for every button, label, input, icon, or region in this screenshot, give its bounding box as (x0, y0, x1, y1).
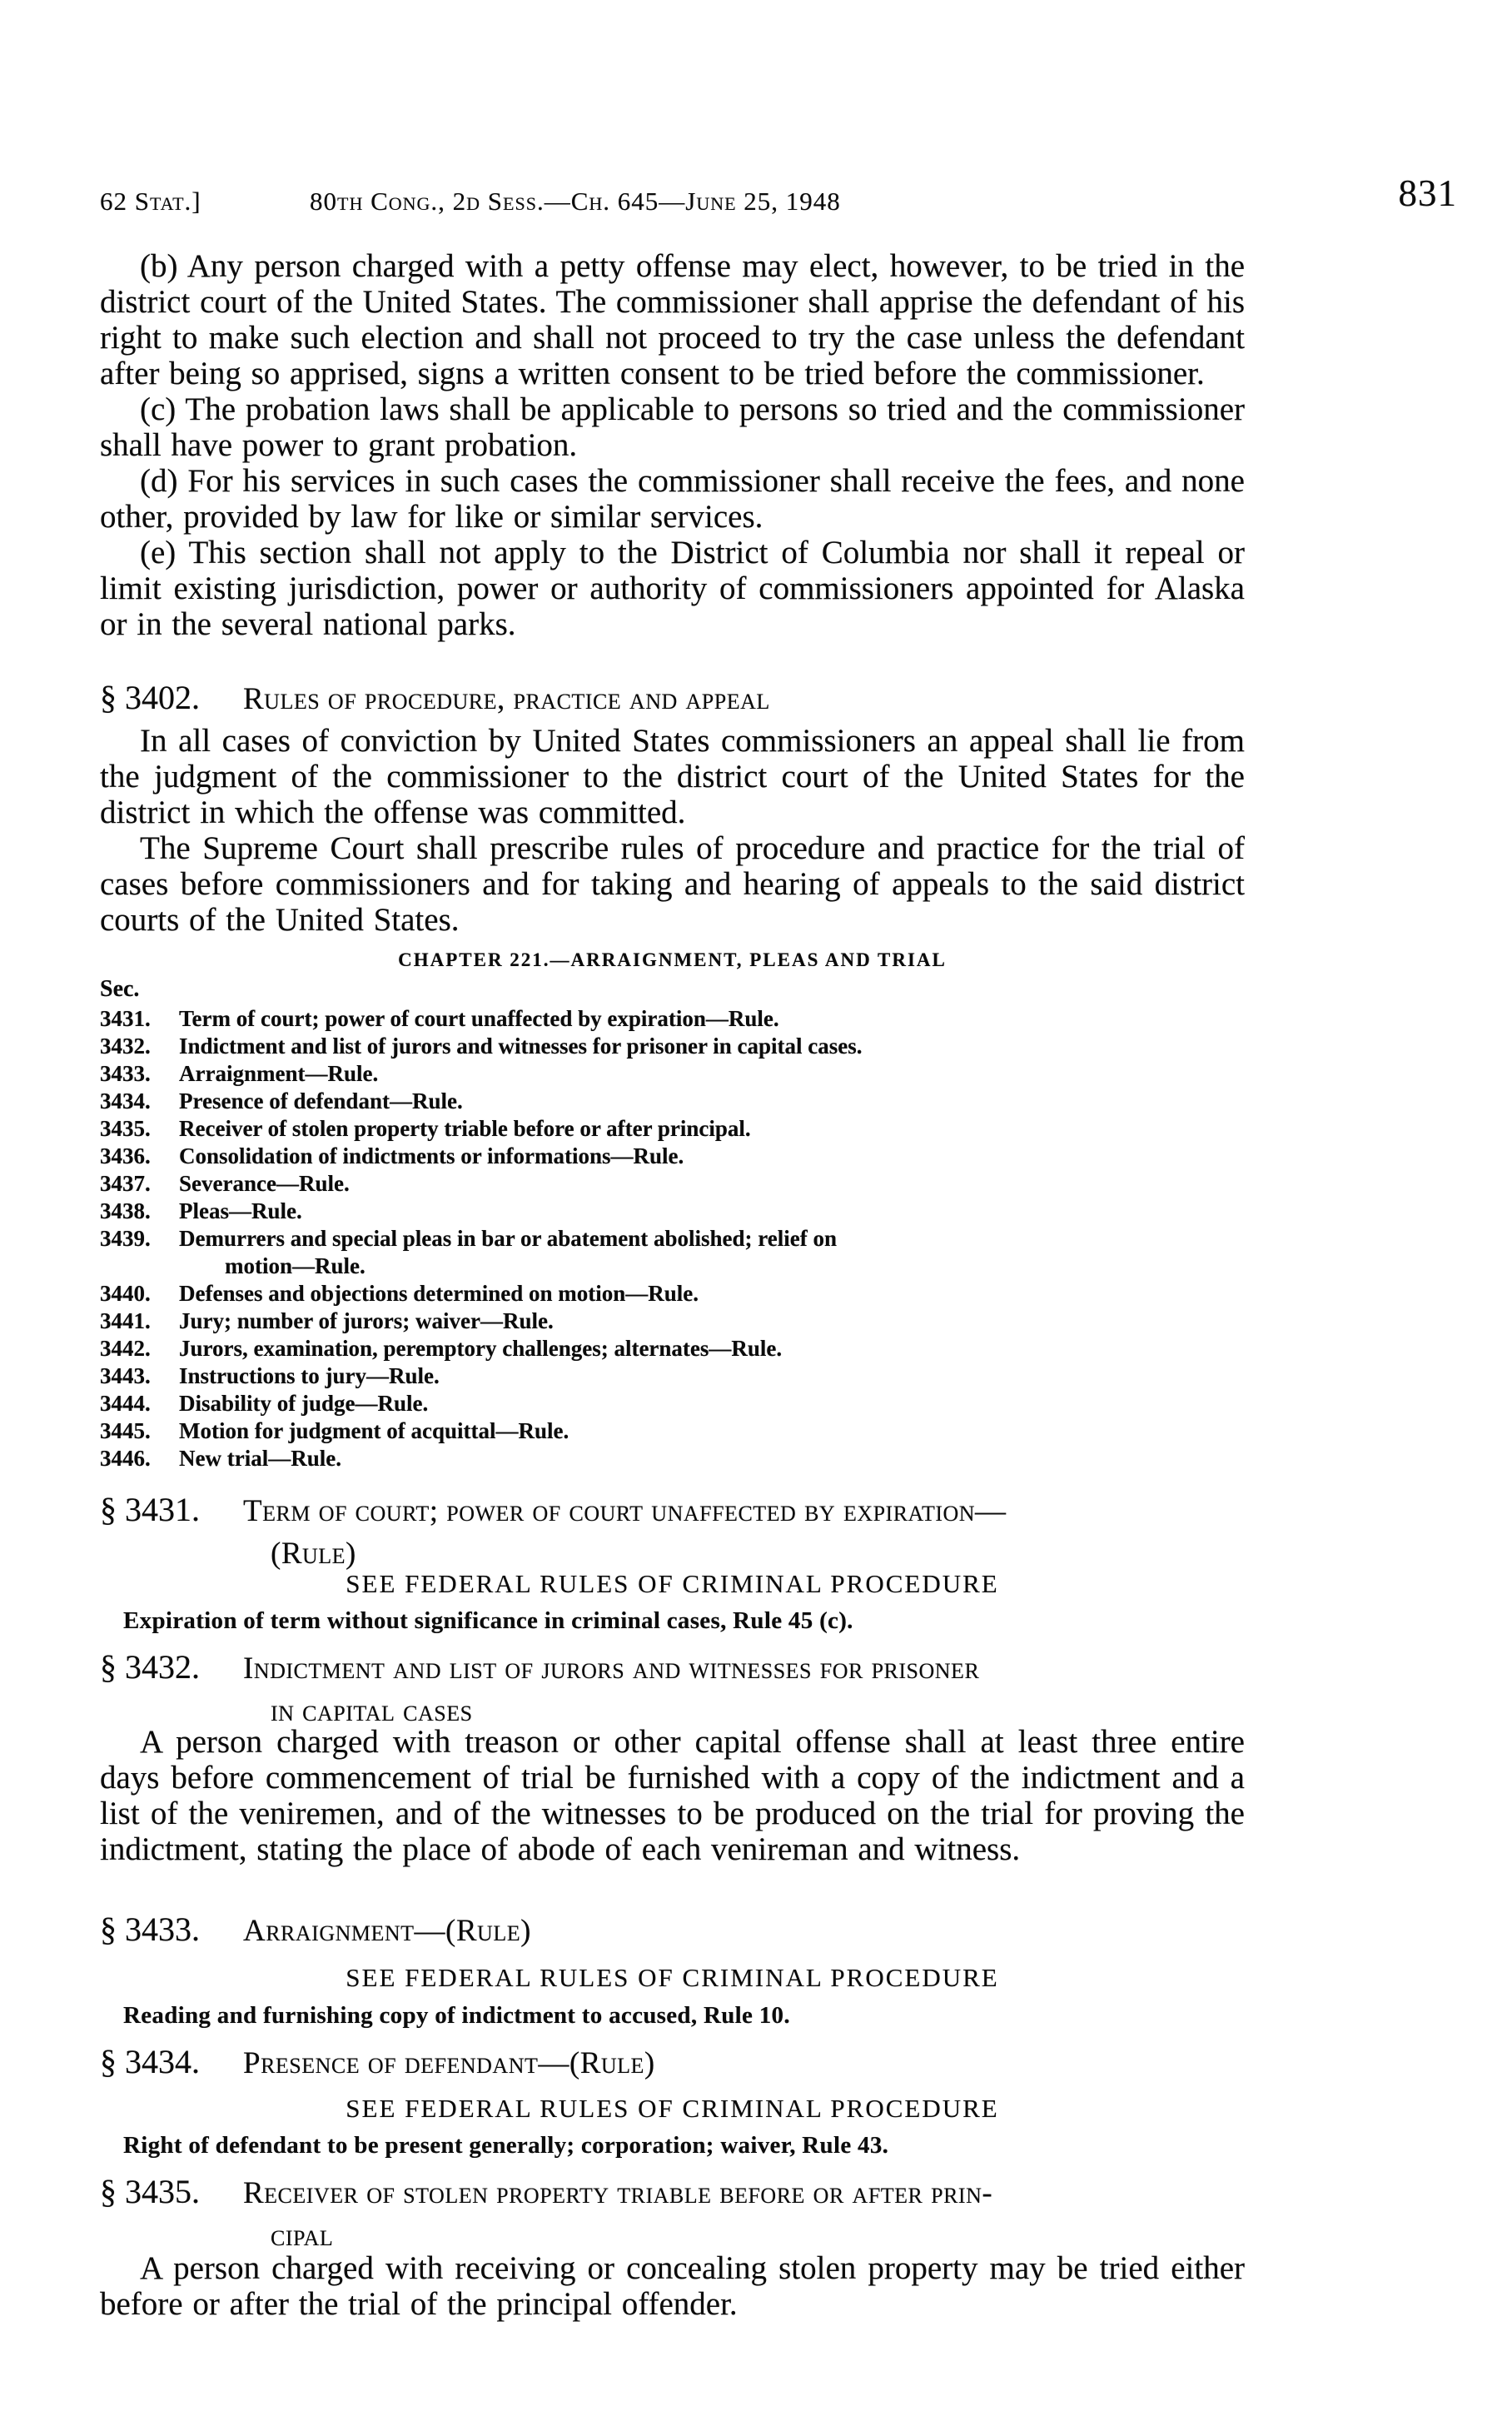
item-number: 3432. (100, 1034, 151, 1059)
section-3435-heading (100, 2174, 1245, 2253)
item-text: Presence of defendant—Rule. (179, 1088, 463, 1113)
statute-paragraph: The Supreme Court shall prescribe rules of procedure and practice for the trial of cases before commissioners and for taking and hearing of appeals to the said district courts of the United States. (100, 830, 1245, 938)
section-title: Rules of procedure, practice and appeal (243, 682, 770, 716)
item-number: 3446. (100, 1446, 151, 1471)
item-continuation: motion—Rule. (225, 1253, 366, 1278)
section-analysis-list (100, 1005, 1245, 1472)
rule-reference-line: Reading and furnishing copy of indictment to accused, Rule 10. (123, 2002, 790, 2029)
see-reference-line: SEE FEDERAL RULES OF CRIMINAL PROCEDURE (346, 1569, 999, 1598)
item-text: Disability of judge—Rule. (179, 1391, 429, 1416)
list-item (100, 1170, 1245, 1198)
rule-reference-line: Expiration of term without significance in criminal cases, Rule 45 (c). (123, 1607, 853, 1634)
item-number: 3442. (100, 1336, 151, 1361)
list-item (100, 1280, 1245, 1308)
item-number: 3439. (100, 1226, 151, 1251)
item-number: 3434. (100, 1088, 151, 1113)
see-reference-line: SEE FEDERAL RULES OF CRIMINAL PROCEDURE (346, 1963, 999, 1992)
item-text: Motion for judgment of acquittal—Rule. (179, 1418, 569, 1443)
list-item (100, 1417, 1245, 1445)
item-number: 3437. (100, 1171, 151, 1196)
section-title: Presence of defendant—(Rule) (243, 2046, 655, 2080)
section-number: § 3402. (100, 679, 200, 716)
list-item (100, 1115, 1245, 1143)
section-title: Receiver of stolen property triable before or after prin- (243, 2176, 993, 2210)
section-3431-heading (100, 1492, 1245, 1571)
item-number: 3433. (100, 1061, 151, 1086)
stat-volume-citation: 62 Stat.] (100, 187, 201, 216)
item-number: 3445. (100, 1418, 151, 1443)
list-item (100, 1060, 1245, 1088)
section-3432-body (100, 1724, 1245, 1867)
item-text: Arraignment—Rule. (179, 1061, 379, 1086)
statute-paragraph: In all cases of conviction by United States commissioners an appeal shall lie from the judgment of the commissioner to the district court of the United States for the district in which the offense was committed. (100, 723, 1245, 830)
section-3435-body (100, 2250, 1245, 2322)
section-number: § 3431. (100, 1491, 200, 1528)
list-item (100, 1005, 1245, 1033)
item-text: Demurrers and special pleas in bar or abatement abolished; relief on (179, 1226, 837, 1251)
item-text: New trial—Rule. (179, 1446, 341, 1471)
intro-paragraph-block (100, 248, 1245, 642)
item-number: 3436. (100, 1143, 151, 1168)
section-number: § 3432. (100, 1648, 200, 1686)
list-item (100, 1033, 1245, 1060)
item-text: Instructions to jury—Rule. (179, 1363, 440, 1388)
item-number: 3440. (100, 1281, 151, 1306)
section-number: § 3434. (100, 2043, 200, 2080)
item-number: 3444. (100, 1391, 151, 1416)
list-item (100, 1088, 1245, 1115)
statute-paragraph-c: (c) The probation laws shall be applicable to persons so tried and the commissioner shall have power to grant probation. (100, 391, 1245, 463)
item-number: 3441. (100, 1308, 151, 1333)
item-text: Jurors, examination, peremptory challenges; alternates—Rule. (179, 1336, 783, 1361)
statute-paragraph: A person charged with treason or other capital offense shall at least three entire days before commencement of trial be furnished with a copy of the indictment and a list of the veniremen, and of the witnesses to be produced on the trial for proving the indictment, stating the place of abode of each venireman and witness. (100, 1724, 1245, 1867)
section-title-line2: in capital cases (271, 1694, 473, 1728)
section-3402-heading (100, 680, 1245, 718)
chapter-heading: CHAPTER 221.—ARRAIGNMENT, PLEAS AND TRIAL (398, 949, 947, 970)
item-number: 3431. (100, 1006, 151, 1031)
item-text: Defenses and objections determined on motion—Rule. (179, 1281, 699, 1306)
sec-label: Sec. (100, 976, 140, 1002)
section-title-line2: (Rule) (271, 1537, 356, 1571)
rule-reference-line: Right of defendant to be present generally; corporation; waiver, Rule 43. (123, 2132, 889, 2159)
list-item (100, 1445, 1245, 1472)
list-item (100, 1225, 1245, 1280)
list-item (100, 1335, 1245, 1362)
section-number: § 3435. (100, 2173, 200, 2210)
item-number: 3443. (100, 1363, 151, 1388)
item-text: Pleas—Rule. (179, 1198, 302, 1223)
item-number: 3438. (100, 1198, 151, 1223)
section-3402-body (100, 723, 1245, 938)
see-reference-line: SEE FEDERAL RULES OF CRIMINAL PROCEDURE (346, 2094, 999, 2123)
section-number: § 3433. (100, 1910, 200, 1948)
page-number: 831 (1398, 172, 1457, 214)
list-item (100, 1308, 1245, 1335)
list-item (100, 1198, 1245, 1225)
item-text: Indictment and list of jurors and witnesses for prisoner in capital cases. (179, 1034, 863, 1059)
item-number: 3435. (100, 1116, 151, 1141)
statute-paragraph-d: (d) For his services in such cases the commissioner shall receive the fees, and none other, provided by law for like or similar services. (100, 463, 1245, 535)
list-item (100, 1362, 1245, 1390)
statute-paragraph-b: (b) Any person charged with a petty offense may elect, however, to be tried in the district court of the United States. The commissioner shall apprise the defendant of his right to make such election and shall not proceed to try the case unless the defendant after being so apprised, signs a written consent to be tried before the commissioner. (100, 248, 1245, 391)
item-text: Jury; number of jurors; waiver—Rule. (179, 1308, 554, 1333)
item-text: Consolidation of indictments or informations—Rule. (179, 1143, 684, 1168)
list-item (100, 1390, 1245, 1417)
congress-session-title: 80th Cong., 2d Sess.—Ch. 645—June 25, 1948 (310, 187, 841, 216)
section-3432-heading (100, 1649, 1245, 1728)
statute-paragraph: A person charged with receiving or concealing stolen property may be tried either before or after the trial of the principal offender. (100, 2250, 1245, 2322)
item-text: Severance—Rule. (179, 1171, 350, 1196)
item-text: Receiver of stolen property triable before or after principal. (179, 1116, 751, 1141)
section-title: Term of court; power of court unaffected by expiration— (243, 1494, 1007, 1528)
section-title-line2: cipal (271, 2219, 334, 2253)
section-3433-heading (100, 1911, 1245, 1950)
statute-paragraph-e: (e) This section shall not apply to the District of Columbia nor shall it repeal or limit existing jurisdiction, power or authority of commissioners appointed for Alaska or in the several national parks. (100, 535, 1245, 642)
section-title: Indictment and list of jurors and witnesses for prisoner (243, 1651, 980, 1686)
list-item (100, 1143, 1245, 1170)
section-3434-heading (100, 2044, 1245, 2082)
section-title: Arraignment—(Rule) (243, 1914, 531, 1948)
item-text: Term of court; power of court unaffected by expiration—Rule. (179, 1006, 779, 1031)
